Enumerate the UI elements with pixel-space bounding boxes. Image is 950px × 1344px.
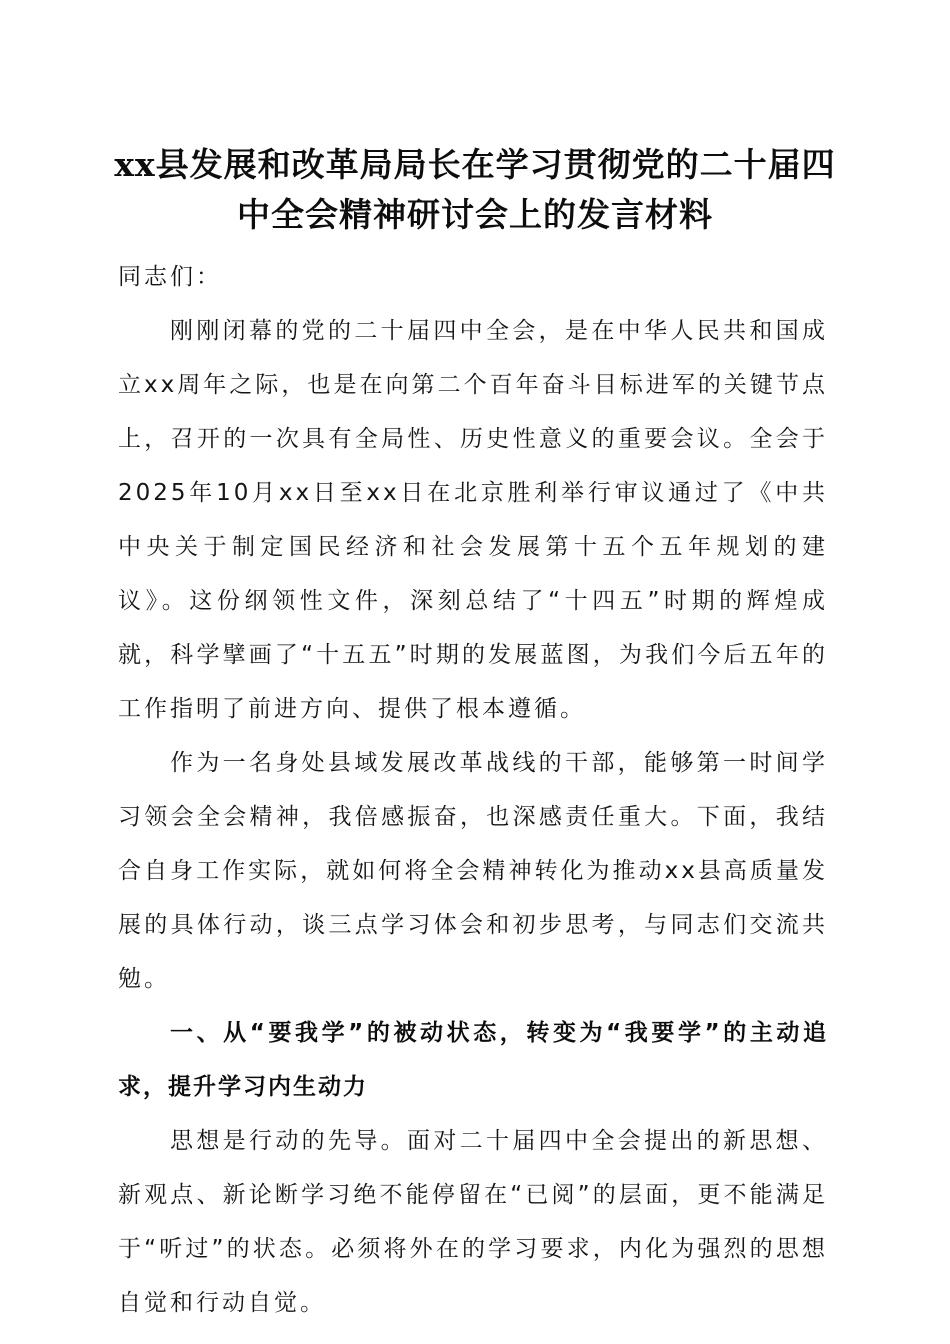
salutation: 同志们： <box>118 264 222 290</box>
section-heading: 一、从“要我学”的被动状态，转变为“我要学”的主动追求，提升学习内生动力 <box>118 1020 828 1100</box>
purpose-paragraph: 作为一名身处县域发展改革战线的干部，能够第一时间学习领会全会精神，我倍感振奋，也深感责任重大。下面，我结合自身工作实际，就如何将全会精神转化为推动xx县高质量发展的具体行动，谈三点学习体会和初步思考，与同志们交流共勉。 <box>118 750 828 992</box>
section-paragraph: 思想是行动的先导。面对二十届四中全会提出的新思想、新观点、新论断学习绝不能停留在“已阅”的层面，更不能满足于“听过”的状态。必须将外在的学习要求，内化为强烈的思想自觉和行动自觉。 <box>118 1128 828 1316</box>
document-body <box>118 250 828 1330</box>
intro-paragraph: 刚刚闭幕的党的二十届四中全会，是在中华人民共和国成立xx周年之际，也是在向第二个百年奋斗目标进军的关键节点上，召开的一次具有全局性、历史性意义的重要会议。全会于2025年10月xx日至xx日在北京胜利举行审议通过了《中共中央关于制定国民经济和社会发展第十五个五年规划的建议》。这份纲领性文件，深刻总结了“十四五”时期的辉煌成就，科学擘画了“十五五”时期的发展蓝图，为我们今后五年的工作指明了前进方向、提供了根本遵循。 <box>118 318 828 722</box>
document-title: xx县发展和改革局局长在学习贯彻党的二十届四中全会精神研讨会上的发言材料 <box>114 145 836 234</box>
